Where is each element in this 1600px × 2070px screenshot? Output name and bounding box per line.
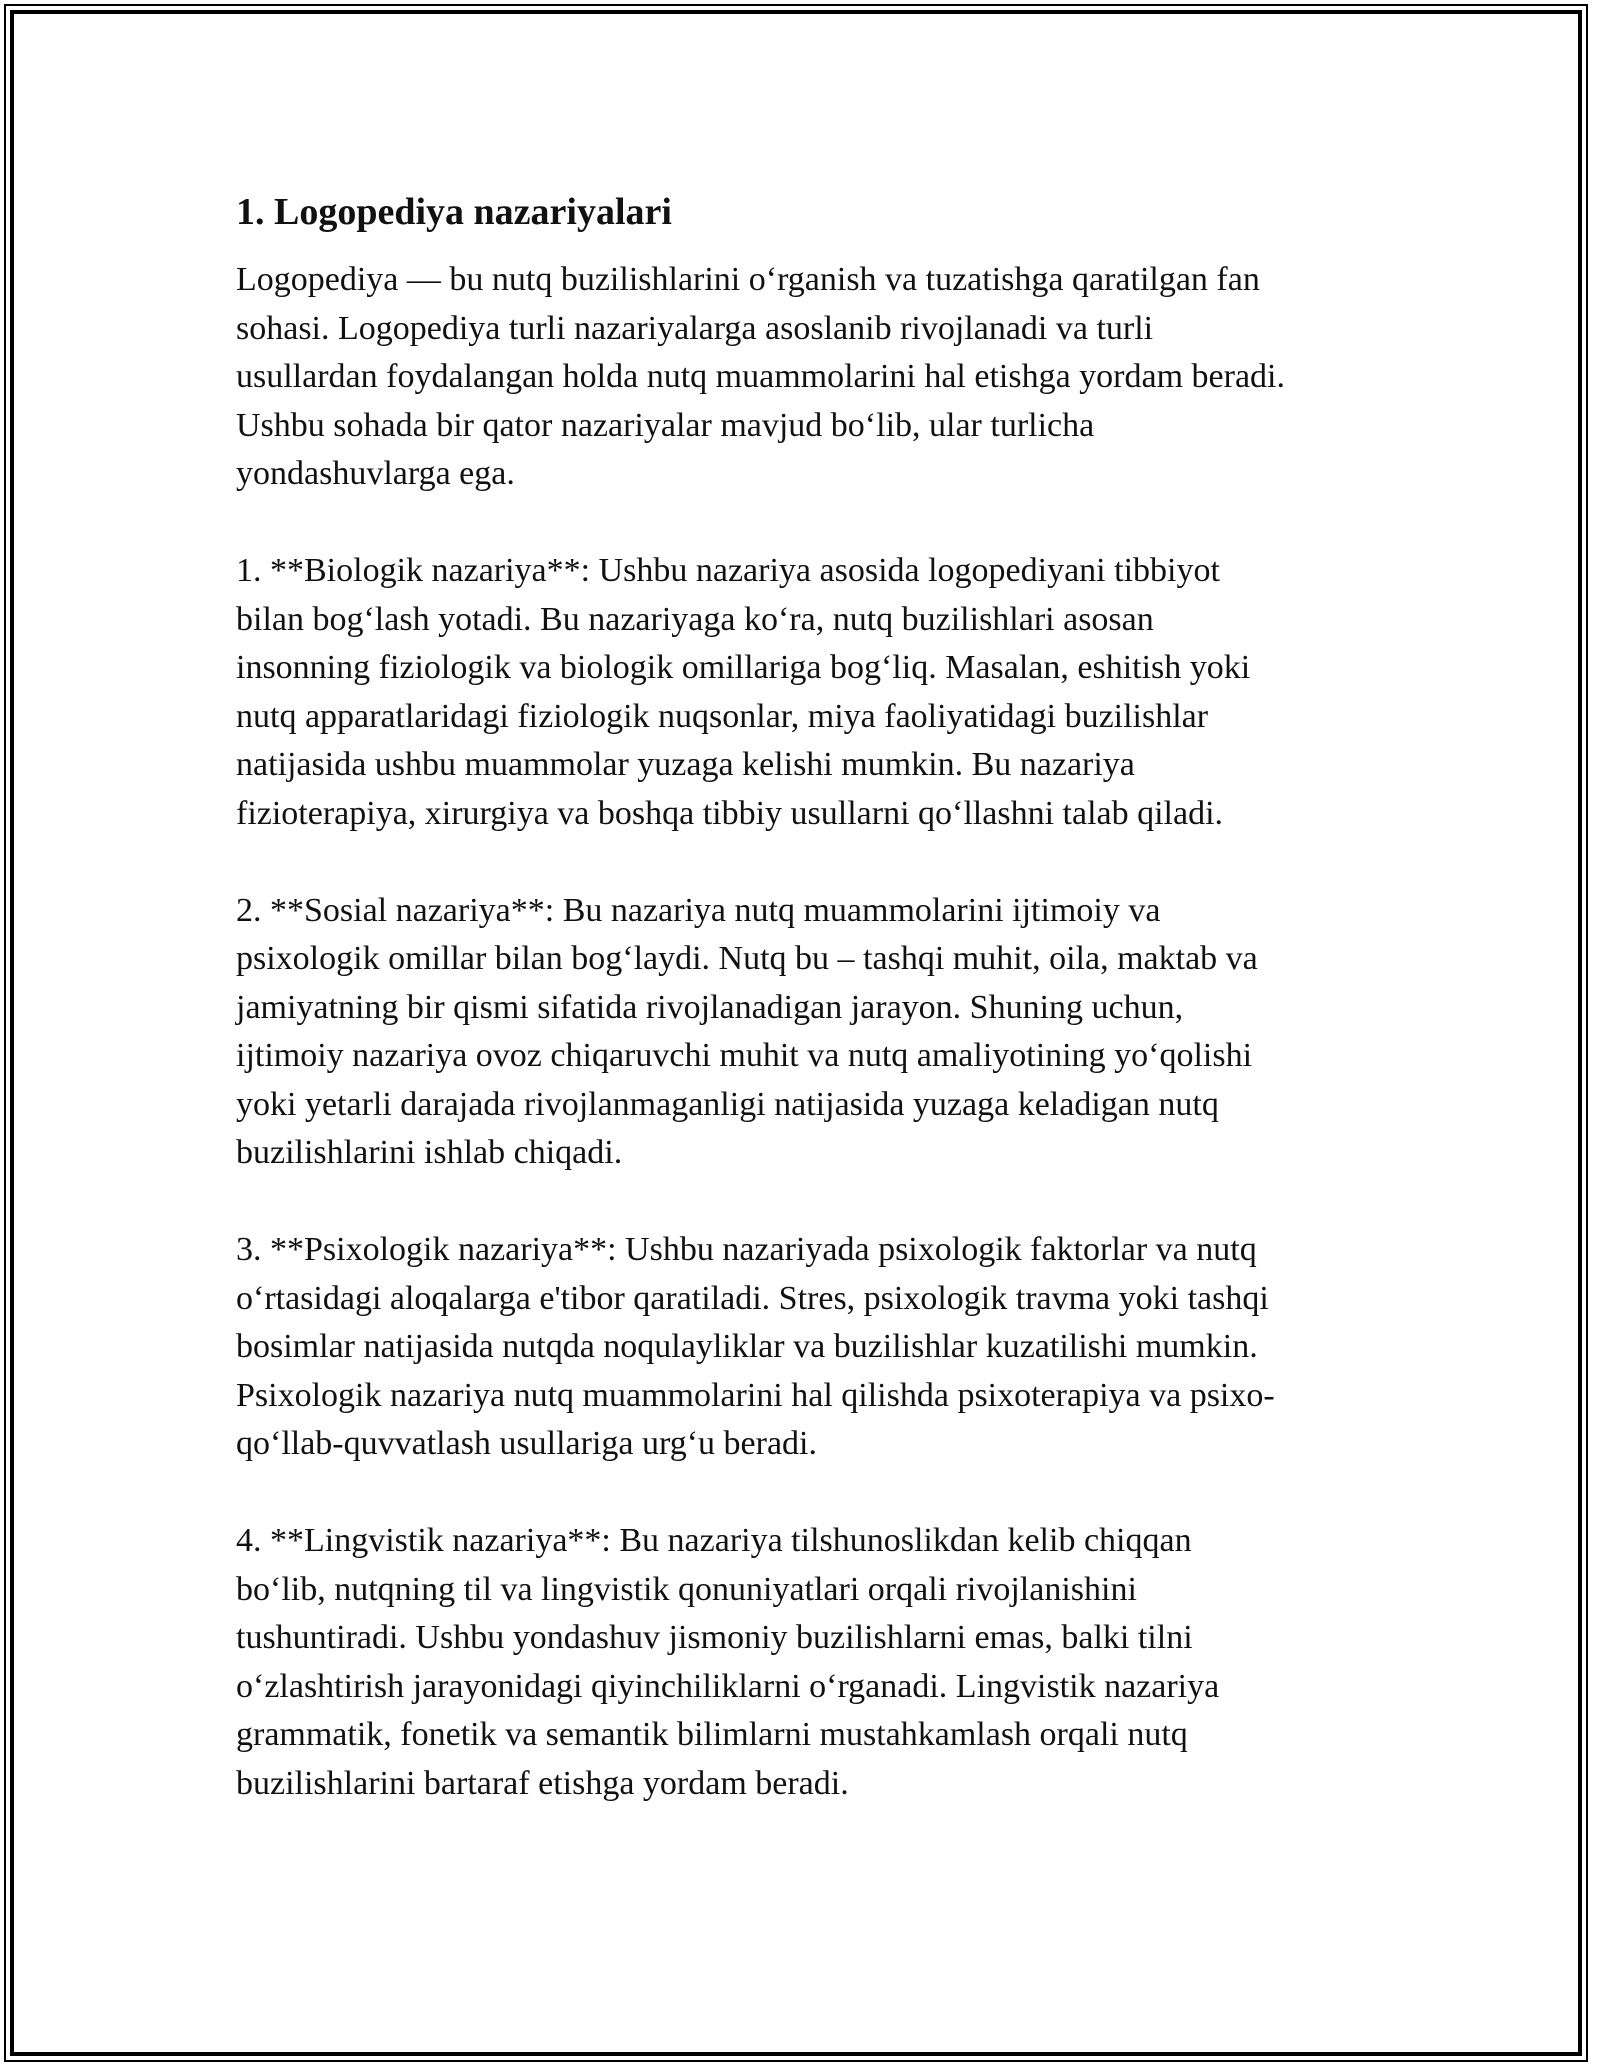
paragraph-line: qo‘llab-quvvatlash usullariga urg‘u beradi. [236,1425,817,1462]
paragraph-line: Ushbu sohada bir qator nazariyalar mavjud bo‘lib, ular turlicha [236,406,1095,444]
paragraph-line: tushuntiradi. Ushbu yondashuv jismoniy buzilishlarni emas, balki tilni [236,1619,1193,1656]
paragraph-line: 1. **Biologik nazariya**: Ushbu nazariya asosida logopediyani tibbiyot [236,552,1220,589]
section-heading: 1. Logopediya nazariyalari [236,191,672,233]
paragraph-line: bo‘lib, nutqning til va lingvistik qonuniyatlari orqali rivojlanishini [236,1570,1137,1608]
paragraph-line: psixologik omillar bilan bog‘laydi. Nutq bu – tashqi muhit, oila, maktab va [236,940,1258,977]
social-theory-paragraph [236,887,1396,1178]
paragraph-line: ijtimoiy nazariya ovoz chiqaruvchi muhit va nutq amaliyotining yo‘qolishi [236,1037,1253,1074]
paragraph-line: Psixologik nazariya nutq muammolarini hal qilishda psixoterapiya va psixo- [236,1376,1275,1414]
paragraph-line: buzilishlarini bartaraf etishga yordam beradi. [236,1764,849,1802]
paragraph-line: yondashuvlarga ega. [236,455,515,492]
paragraph-line: 4. **Lingvistik nazariya**: Bu nazariya tilshunoslikdan kelib chiqqan [236,1522,1192,1559]
paragraph-line: natijasida ushbu muammolar yuzaga kelishi mumkin. Bu nazariya [236,746,1135,783]
biological-theory-paragraph [236,547,1396,838]
paragraph-line: o‘zlashtirish jarayonidagi qiyinchiliklarni o‘rganadi. Lingvistik nazariya [236,1667,1220,1705]
paragraph-line: Logopediya — bu nutq buzilishlarini o‘rganish va tuzatishga qaratilgan fan [236,261,1260,298]
psychological-theory-paragraph [236,1226,1396,1469]
paragraph-line: sohasi. Logopediya turli nazariyalarga asoslanib rivojlanadi va turli [236,309,1154,347]
paragraph-line: yoki yetarli darajada rivojlanmaganligi natijasida yuzaga keladigan nutq [236,1085,1219,1123]
paragraph-line: jamiyatning bir qismi sifatida rivojlanadigan jarayon. Shuning uchun, [236,988,1184,1026]
paragraph-line: fizioterapiya, xirurgiya va boshqa tibbiy usullarni qo‘llashni talab qiladi. [236,794,1224,832]
paragraph-line: usullardan foydalangan holda nutq muammolarini hal etishga yordam beradi. [236,358,1285,395]
intro-paragraph [236,256,1396,499]
linguistic-theory-paragraph [236,1517,1396,1808]
paragraph-line: 3. **Psixologik nazariya**: Ushbu nazariyada psixologik faktorlar va nutq [236,1231,1257,1268]
paragraph-line: bosimlar natijasida nutqda noqulayliklar va buzilishlar kuzatilishi mumkin. [236,1328,1258,1365]
paragraph-line: insonning fiziologik va biologik omillariga bog‘liq. Masalan, eshitish yoki [236,649,1251,686]
paragraph-line: o‘rtasidagi aloqalarga e'tibor qaratiladi. Stres, psixologik travma yoki tashqi [236,1279,1269,1317]
paragraph-line: bilan bog‘lash yotadi. Bu nazariyaga ko‘ra, nutq buzilishlari asosan [236,600,1154,638]
document-body [236,180,1396,1857]
paragraph-line: 2. **Sosial nazariya**: Bu nazariya nutq muammolarini ijtimoiy va [236,891,1161,929]
paragraph-line: grammatik, fonetik va semantik bilimlarni mustahkamlash orqali nutq [236,1716,1188,1753]
paragraph-line: nutq apparatlaridagi fiziologik nuqsonlar, miya faoliyatidagi buzilishlar [236,697,1209,735]
paragraph-line: buzilishlarini ishlab chiqadi. [236,1134,623,1171]
